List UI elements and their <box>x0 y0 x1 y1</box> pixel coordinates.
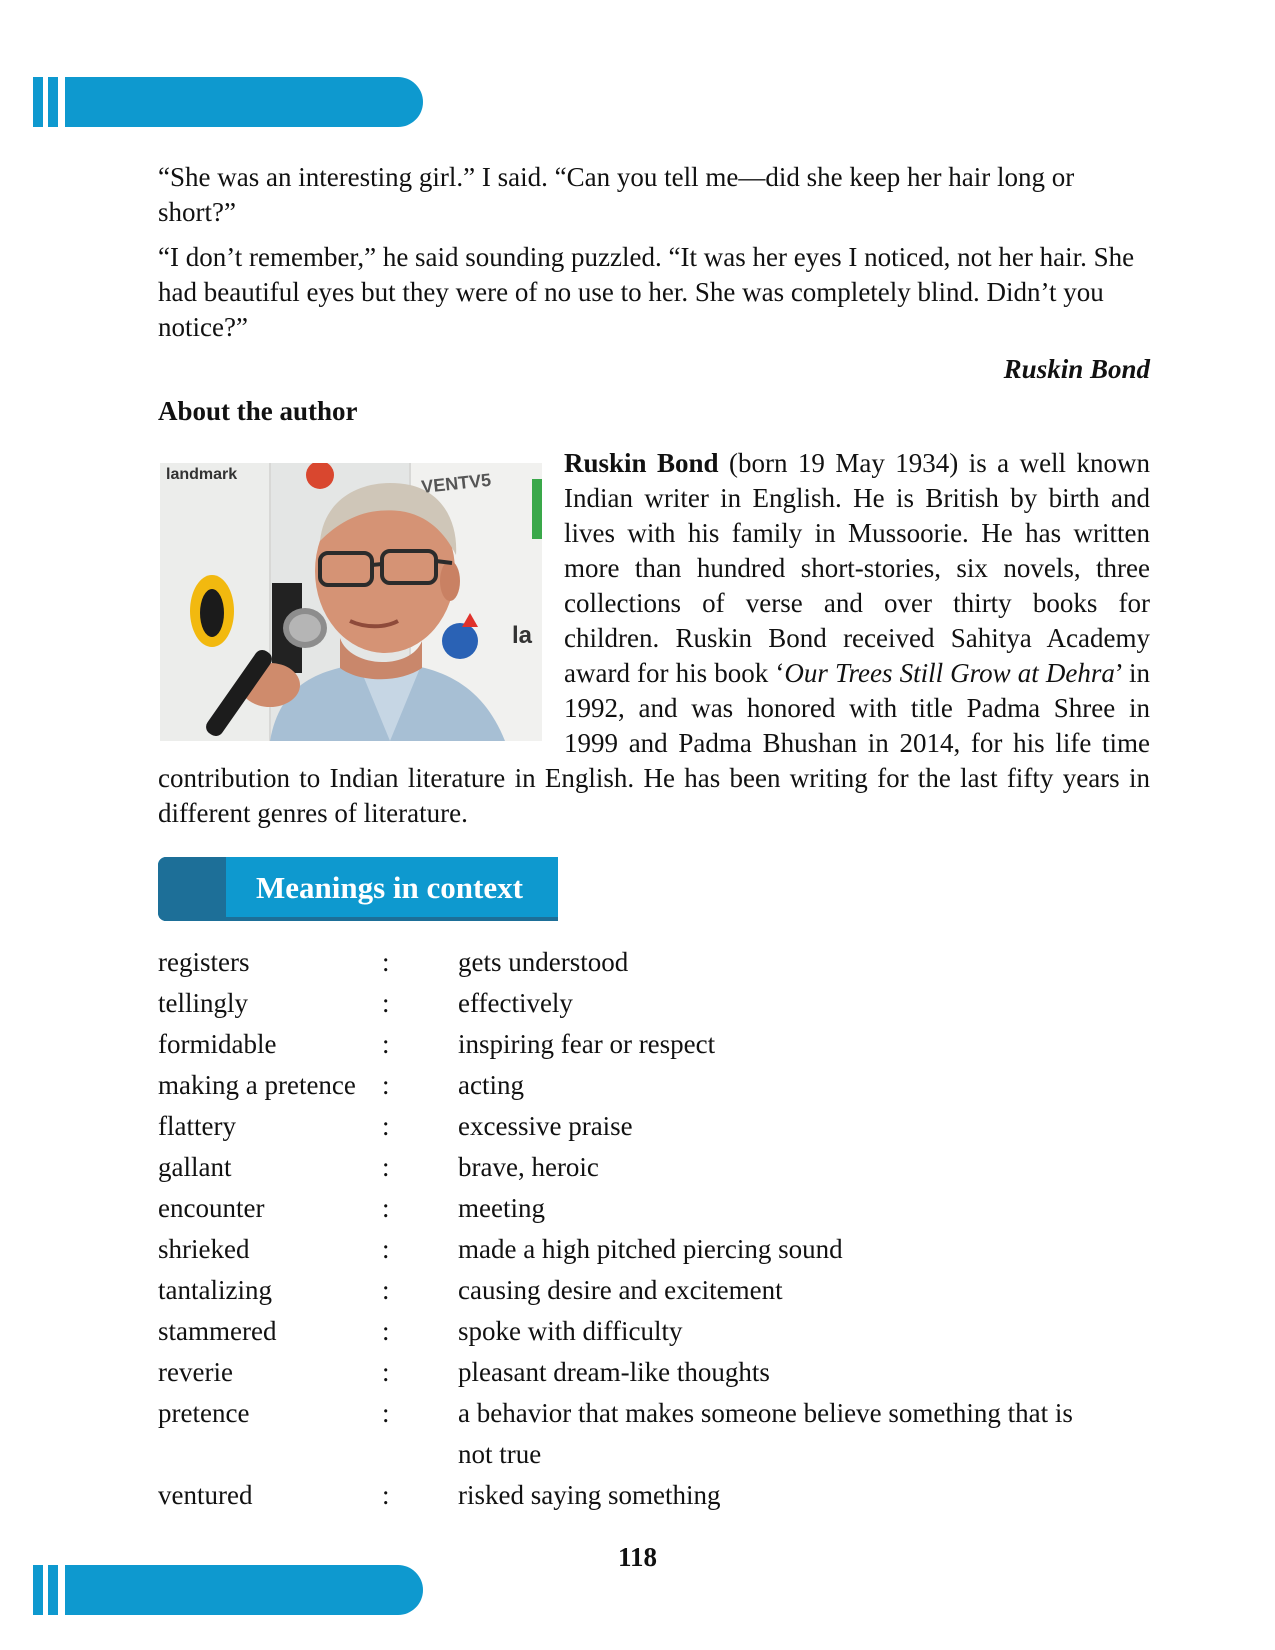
glossary-row <box>158 942 1118 983</box>
glossary-term: formidable <box>158 1029 277 1059</box>
author-name: Ruskin Bond <box>564 448 719 478</box>
glossary-term: pretence <box>158 1398 250 1428</box>
top-decorative-bar <box>33 77 423 127</box>
glossary-colon: : <box>382 1070 390 1100</box>
glossary-term: making a pretence <box>158 1070 356 1100</box>
glossary-term: tellingly <box>158 988 248 1018</box>
glossary-colon: : <box>382 1111 390 1141</box>
glossary-colon: : <box>382 1234 390 1264</box>
glossary-row <box>158 1065 1118 1106</box>
glossary-colon: : <box>382 1398 390 1428</box>
glossary-colon: : <box>382 1152 390 1182</box>
glossary-definition: causing desire and excitement <box>458 1275 783 1305</box>
glossary-term: registers <box>158 947 250 977</box>
glossary-colon: : <box>382 1275 390 1305</box>
bar-stripe <box>33 77 43 127</box>
bar-stripe <box>48 77 58 127</box>
glossary-colon: : <box>382 947 390 977</box>
book-title: Our Trees Still Grow at Dehra <box>784 658 1115 688</box>
glossary-definition: effectively <box>458 988 573 1018</box>
glossary-row <box>158 1188 1118 1229</box>
bottom-decorative-bar <box>33 1565 423 1615</box>
glossary-definition: meeting <box>458 1193 545 1223</box>
bar-stripe <box>33 1565 43 1615</box>
glossary-colon: : <box>382 1480 390 1510</box>
bar-main <box>65 77 423 127</box>
glossary-row <box>158 983 1118 1024</box>
glossary-definition: excessive praise <box>458 1111 633 1141</box>
glossary-term: flattery <box>158 1111 236 1141</box>
glossary-definition: acting <box>458 1070 524 1100</box>
glossary-colon: : <box>382 1357 390 1387</box>
glossary-term: ventured <box>158 1480 253 1510</box>
glossary-definition: pleasant dream-like thoughts <box>458 1357 770 1387</box>
glossary-definition: gets understood <box>458 947 629 977</box>
glossary-term: encounter <box>158 1193 265 1223</box>
glossary-row <box>158 1352 1118 1393</box>
glossary-list <box>158 942 1118 1516</box>
glossary-definition: brave, heroic <box>458 1152 599 1182</box>
glossary-definition: spoke with difficulty <box>458 1316 683 1346</box>
glossary-definition: made a high pitched piercing sound <box>458 1234 843 1264</box>
glossary-term: gallant <box>158 1152 232 1182</box>
glossary-definition: inspiring fear or respect <box>458 1029 716 1059</box>
glossary-row <box>158 1024 1118 1065</box>
about-author-heading: About the author <box>158 396 358 426</box>
author-bio <box>158 446 1150 831</box>
story-byline: Ruskin Bond <box>1003 354 1150 384</box>
photo-spacer <box>158 446 564 756</box>
bar-main <box>65 1565 423 1615</box>
glossary-definition: a behavior that makes someone believe something that is not true <box>458 1398 1073 1469</box>
header-accent <box>158 857 226 921</box>
photo-banner-text: la <box>512 622 533 649</box>
page-number: 118 <box>617 1542 657 1572</box>
glossary-row <box>158 1311 1118 1352</box>
story-paragraph: “I don’t remember,” he said sounding puzzled. “It was her eyes I noticed, not her hair. She had beautiful eyes but they were of no use to her. She was completely blind. Didn’t you notice?” <box>158 242 1135 342</box>
bio-text: ’ in 1992, and was honored with title Padma Shree in 1999 and Padma Bhushan in 2014, for his life time contribution to Indian literature in English. He has been writing for the last fifty years in different genres of literature. <box>158 658 1150 828</box>
glossary-colon: : <box>382 1316 390 1346</box>
glossary-colon: : <box>382 1029 390 1059</box>
glossary-row <box>158 1270 1118 1311</box>
glossary-row <box>158 1393 1118 1475</box>
glossary-term: shrieked <box>158 1234 250 1264</box>
meanings-header <box>158 857 558 921</box>
photo-banner-text: landmark <box>166 466 238 483</box>
header-underline <box>158 917 558 921</box>
glossary-row <box>158 1147 1118 1188</box>
bar-stripe <box>48 1565 58 1615</box>
story-paragraph: “She was an interesting girl.” I said. “Can you tell me—did she keep her hair long or short?” <box>158 162 1075 227</box>
bio-text: (born 19 May 1934) is a well known Indian writer in English. He is British by birth and lives with his family in Mussoorie. He has written more than hundred short-stories, six novels, three collections of verse and over thirty books for children. Ruskin Bond received Sahitya Academy award for his book ‘ <box>564 448 1150 688</box>
glossary-colon: : <box>382 1193 390 1223</box>
glossary-definition: risked saying something <box>458 1480 721 1510</box>
glossary-colon: : <box>382 988 390 1018</box>
glossary-row <box>158 1229 1118 1270</box>
glossary-term: stammered <box>158 1316 277 1346</box>
meanings-title: Meanings in context <box>256 870 523 905</box>
glossary-term: tantalizing <box>158 1275 272 1305</box>
photo-banner-text: VENTV5 <box>420 469 493 497</box>
glossary-row <box>158 1106 1118 1147</box>
glossary-term: reverie <box>158 1357 233 1387</box>
glossary-row <box>158 1475 1118 1516</box>
